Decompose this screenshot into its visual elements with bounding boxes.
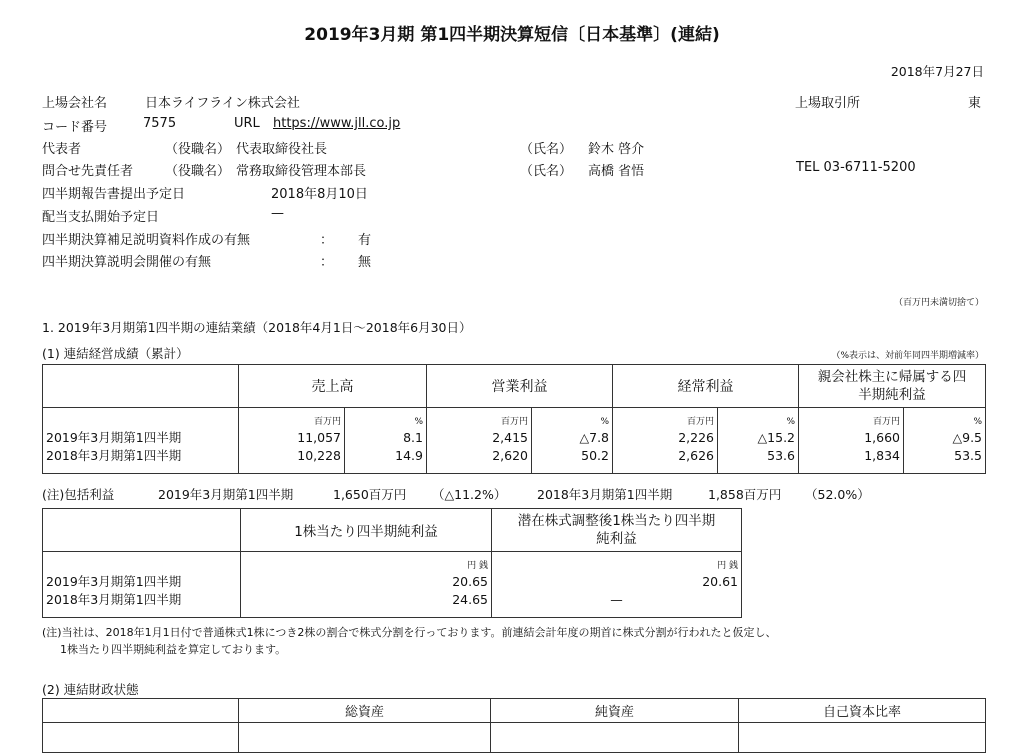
header-sales: 売上高: [239, 365, 427, 408]
ord-value: 2,226: [678, 430, 714, 445]
contact-name-label: （氏名）: [520, 164, 573, 179]
unit-label: 百万円: [872, 417, 900, 427]
comprehensive-change-1: （△11.2%）: [432, 487, 507, 502]
net-value: 1,834: [864, 448, 900, 463]
comprehensive-period-1: 2019年3月期第1四半期: [158, 487, 294, 502]
rep-name: 鈴木 啓介: [588, 142, 645, 157]
op-value: 2,620: [492, 448, 528, 463]
ord-pct: △15.2: [757, 430, 795, 445]
header-diluted-eps-line2: 純利益: [596, 531, 637, 547]
sales-pct: 8.1: [403, 430, 423, 445]
header-net-assets: 純資産: [491, 699, 739, 723]
net-pct: △9.5: [952, 430, 982, 445]
table-header-row: [43, 699, 986, 723]
header-eps: 1株当たり四半期純利益: [241, 509, 492, 552]
header-diluted-eps-line1: 潜在株式調整後1株当たり四半期: [517, 513, 716, 529]
briefing-value: 無: [358, 255, 372, 270]
release-date: 2018年7月27日: [890, 64, 984, 79]
unit-label: 百万円: [686, 417, 714, 427]
table-body-row: [43, 723, 986, 753]
contact-title-label: （役職名）: [165, 164, 231, 179]
table-header-row: [43, 365, 986, 408]
diluted-eps-cell: [492, 552, 742, 618]
net-amount-cell: [799, 408, 904, 474]
empty-cell: [239, 723, 491, 753]
rounding-note: （百万円未満切捨て）: [893, 298, 984, 308]
unit-label: 百万円: [313, 417, 341, 427]
code-label: コード番号: [42, 120, 108, 135]
period-label: 2018年3月期第1四半期: [46, 448, 182, 463]
empty-cell: [491, 723, 739, 753]
results-pct-note: （%表示は、対前年同四半期増減率）: [831, 351, 984, 361]
section1-title: 1. 2019年3月期第1四半期の連結業績（2018年4月1日～2018年6月30日）: [42, 320, 472, 335]
supplementary-material-label: 四半期決算補足説明資料作成の有無: [42, 233, 251, 248]
representative-label: 代表者: [42, 142, 82, 157]
header-net-income: [799, 365, 986, 408]
op-value: 2,415: [492, 430, 528, 445]
sales-value: 10,228: [297, 448, 341, 463]
rep-title-label: （役職名）: [165, 142, 231, 157]
comprehensive-income-label: (注)包括利益: [42, 487, 115, 502]
period-label: 2019年3月期第1四半期: [46, 574, 182, 589]
header-net-income-line1: 親会社株主に帰属する四: [817, 369, 967, 385]
contact-tel: TEL 03-6711-5200: [796, 160, 916, 175]
header-ordinary-income: 経常利益: [613, 365, 799, 408]
ord-pct: 53.6: [767, 448, 795, 463]
header-operating-income: 営業利益: [427, 365, 613, 408]
eps-value: 24.65: [452, 592, 488, 607]
contact-label: 問合せ先責任者: [42, 164, 134, 179]
empty-cell: [43, 723, 239, 753]
table-header-row: [43, 509, 742, 552]
code-value: 7575: [143, 116, 177, 131]
empty-header-cell: [43, 365, 239, 408]
op-amount-cell: [427, 408, 532, 474]
unit-label: 百万円: [500, 417, 528, 427]
operating-results-table: [42, 364, 986, 474]
rep-name-label: （氏名）: [520, 142, 573, 157]
report-date-label: 四半期報告書提出予定日: [42, 187, 186, 202]
report-date: 2018年8月10日: [271, 187, 368, 202]
empty-header-cell: [43, 509, 241, 552]
url-label: URL: [234, 116, 260, 131]
exchange-label: 上場取引所: [795, 96, 861, 111]
company-name-label: 上場会社名: [42, 96, 108, 111]
supplementary-material-value: 有: [358, 233, 372, 248]
results-title: (1) 連結経営成績（累計）: [42, 346, 189, 361]
comprehensive-change-2: （52.0%）: [805, 487, 870, 502]
dividend-date-label: 配当支払開始予定日: [42, 210, 160, 225]
briefing-label: 四半期決算説明会開催の有無: [42, 255, 212, 270]
briefing-colon: ：: [320, 255, 334, 270]
sales-pct: 14.9: [395, 448, 423, 463]
table-body-row: [43, 408, 986, 474]
document-title: 2019年3月期 第1四半期決算短信〔日本基準〕(連結): [304, 25, 720, 45]
ord-amount-cell: [613, 408, 718, 474]
eps-cell: [241, 552, 492, 618]
sales-value: 11,057: [297, 430, 341, 445]
ord-pct-cell: [718, 408, 799, 474]
empty-header-cell: [43, 699, 239, 723]
period-column: [43, 408, 239, 474]
company-url-link[interactable]: https://www.jll.co.jp: [273, 116, 401, 131]
unit-label: %: [973, 417, 982, 427]
net-pct: 53.5: [954, 448, 982, 463]
sales-amount-cell: [239, 408, 345, 474]
ord-value: 2,626: [678, 448, 714, 463]
comprehensive-value-1: 1,650百万円: [333, 487, 407, 502]
op-pct: △7.8: [579, 430, 609, 445]
contact-name: 高橋 省悟: [588, 164, 645, 179]
unit-label: 円 銭: [467, 561, 488, 571]
comprehensive-value-2: 1,858百万円: [708, 487, 782, 502]
stock-split-note-line2: 1株当たり四半期純利益を算定しております。: [60, 643, 287, 656]
supplementary-colon: ：: [320, 233, 334, 248]
header-net-income-line2: 半期純利益: [858, 387, 926, 403]
diluted-eps-value: 20.61: [702, 574, 738, 589]
stock-split-note-line1: (注)当社は、2018年1月1日付で普通株式1株につき2株の割合で株式分割を行っております。前連結会計年度の期首に株式分割が行われたと仮定し、: [42, 626, 777, 639]
financial-position-table: [42, 698, 986, 753]
company-name: 日本ライフライン株式会社: [145, 96, 300, 111]
exchange-value: 東: [968, 96, 982, 111]
period-column: [43, 552, 241, 618]
unit-label: %: [600, 417, 609, 427]
unit-label: 円 銭: [717, 561, 738, 571]
header-diluted-eps: [492, 509, 742, 552]
table-body-row: [43, 552, 742, 618]
comprehensive-period-2: 2018年3月期第1四半期: [537, 487, 673, 502]
contact-title: 常務取締役管理本部長: [236, 164, 367, 179]
op-pct: 50.2: [581, 448, 609, 463]
diluted-eps-value: —: [610, 592, 623, 607]
header-equity-ratio: 自己資本比率: [739, 699, 986, 723]
unit-label: %: [414, 417, 423, 427]
net-pct-cell: [904, 408, 986, 474]
period-label: 2018年3月期第1四半期: [46, 592, 182, 607]
period-label: 2019年3月期第1四半期: [46, 430, 182, 445]
eps-value: 20.65: [452, 574, 488, 589]
header-total-assets: 総資産: [239, 699, 491, 723]
dividend-date: —: [271, 206, 284, 221]
financial-position-title: (2) 連結財政状態: [42, 682, 139, 697]
op-pct-cell: [532, 408, 613, 474]
net-value: 1,660: [864, 430, 900, 445]
eps-table: [42, 508, 742, 618]
empty-cell: [739, 723, 986, 753]
sales-pct-cell: [345, 408, 427, 474]
unit-label: %: [786, 417, 795, 427]
rep-title: 代表取締役社長: [236, 142, 328, 157]
